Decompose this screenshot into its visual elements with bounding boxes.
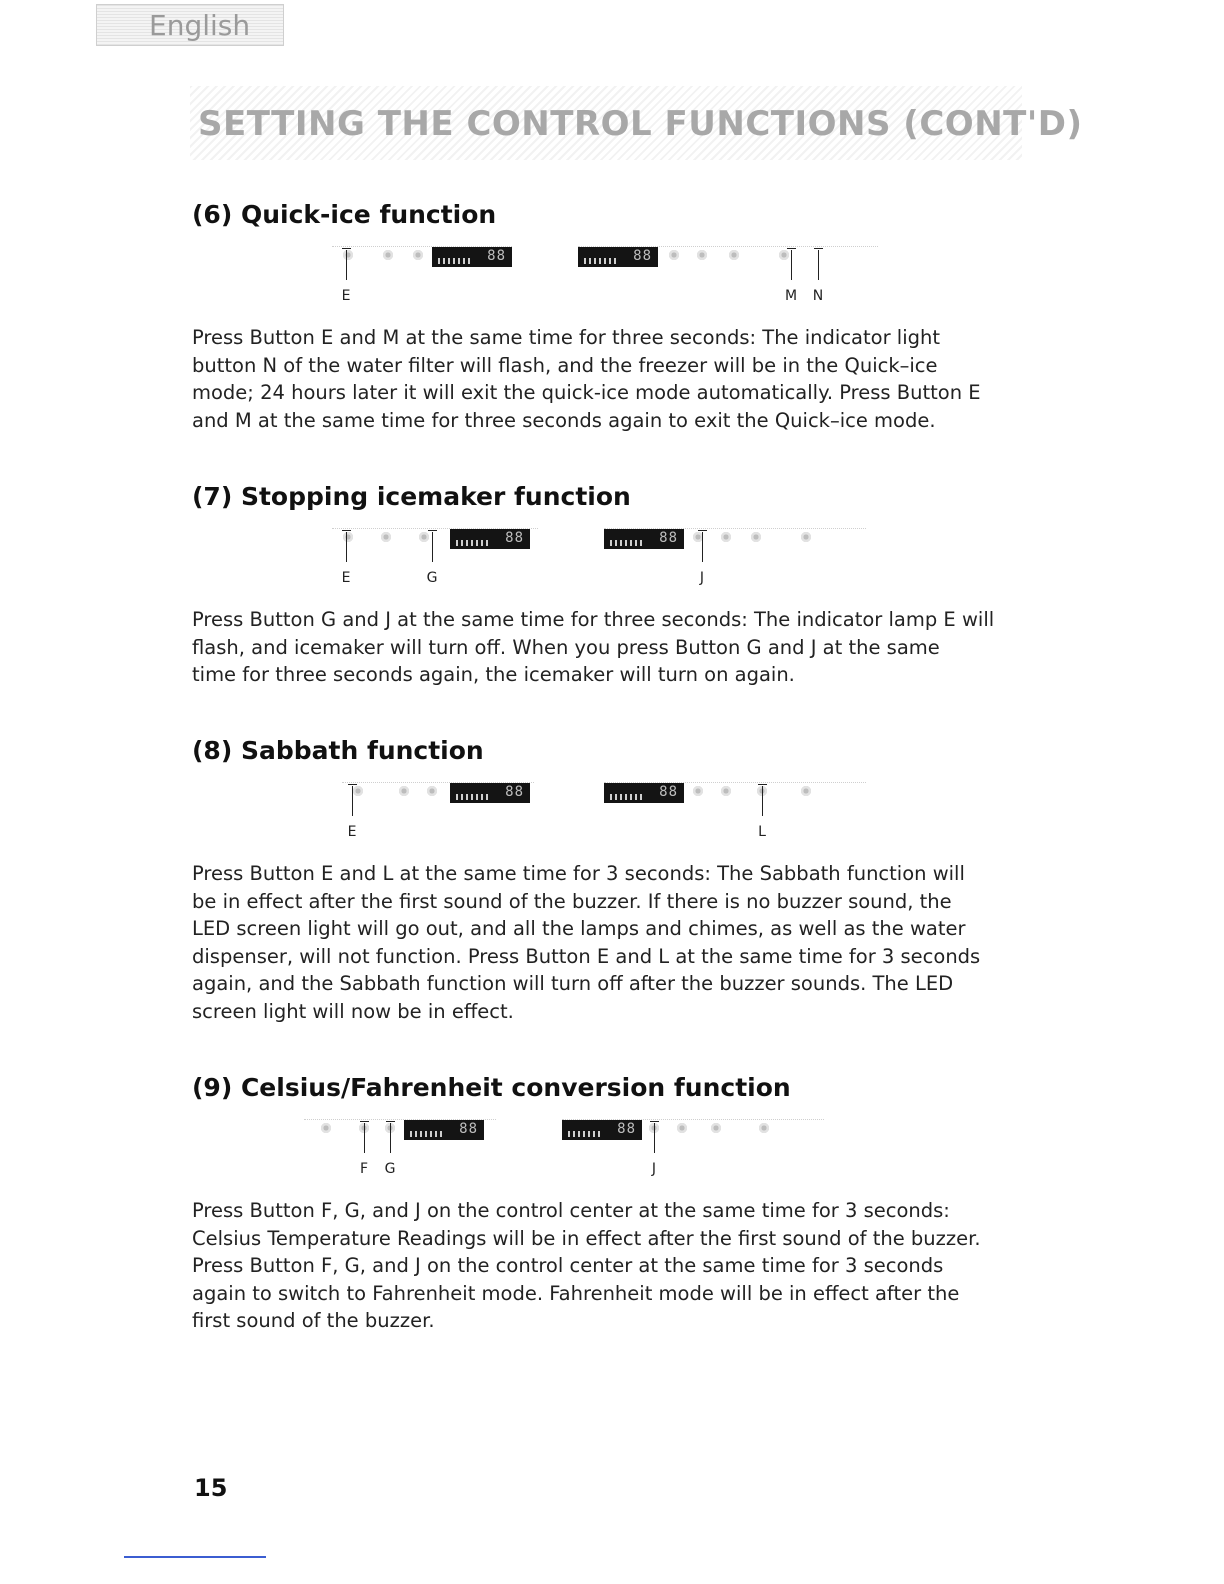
display-readout: 88 — [659, 784, 678, 800]
button-icon — [720, 531, 732, 543]
panel-strip-right — [604, 528, 866, 557]
body-line: button N of the water filter will flash, and the freezer will be in the Quick–ice — [192, 353, 938, 377]
display-readout: 88 — [617, 1121, 636, 1137]
button-icon — [676, 1122, 688, 1134]
section-title: (9) Celsius/Fahrenheit conversion function — [192, 1073, 791, 1102]
display-readout: 88 — [505, 530, 524, 546]
callout-line-g — [432, 532, 433, 562]
body-line: again to switch to Fahrenheit mode. Fahrenheit mode will be in effect after the — [192, 1281, 960, 1305]
button-icon — [720, 785, 732, 797]
button-icon — [750, 531, 762, 543]
button-icon — [398, 785, 410, 797]
body-line: Press Button F, G, and J on the control center at the same time for 3 seconds — [192, 1254, 944, 1277]
led-display — [604, 529, 684, 549]
callout-line-g — [390, 1123, 391, 1153]
section-body — [192, 1197, 1032, 1335]
display-readout: 88 — [659, 530, 678, 546]
body-line: Celsius Temperature Readings will be in effect after the first sound of the buzzer. — [192, 1226, 981, 1250]
section-body — [192, 860, 1032, 1025]
panel-strip-left — [332, 528, 538, 557]
display-readout: 88 — [487, 248, 506, 264]
body-line: screen light will now be in effect. — [192, 999, 514, 1023]
label-g: G — [384, 1161, 396, 1177]
body-line: again, and the Sabbath function will turn off after the buzzer sounds. The LED — [192, 972, 954, 995]
callout-line-j — [702, 532, 703, 562]
control-panel-diagram — [192, 782, 1032, 862]
control-panel-diagram — [192, 246, 1032, 326]
callout-line-f — [364, 1123, 365, 1153]
label-j: J — [651, 1161, 657, 1177]
body-line: Press Button E and L at the same time for 3 seconds: The Sabbath function will — [192, 862, 965, 885]
body-line: and M at the same time for three seconds again to exit the Quick–ice mode. — [192, 408, 936, 432]
label-j: J — [699, 570, 705, 586]
button-icon — [380, 531, 392, 543]
button-icon — [800, 785, 812, 797]
panel-strip-right — [562, 1119, 824, 1148]
led-display — [578, 247, 658, 267]
led-display — [604, 783, 684, 803]
button-icon — [426, 785, 438, 797]
button-icon — [692, 785, 704, 797]
button-icon — [352, 785, 364, 797]
body-line: mode; 24 hours later it will exit the quick-ice mode automatically. Press Button E — [192, 381, 981, 404]
body-line: Press Button F, G, and J on the control center at the same time for 3 seconds: — [192, 1199, 950, 1222]
button-icon — [412, 249, 424, 261]
display-readout: 88 — [459, 1121, 478, 1137]
body-line: time for three seconds again, the icemaker will turn on again. — [192, 663, 795, 686]
led-display — [450, 529, 530, 549]
button-icon — [800, 531, 812, 543]
label-f: F — [359, 1161, 369, 1177]
section-title: (7) Stopping icemaker function — [192, 482, 631, 511]
panel-strip-right — [578, 246, 878, 275]
body-line: be in effect after the first sound of the buzzer. If there is no buzzer sound, the — [192, 889, 952, 913]
button-icon — [696, 249, 708, 261]
label-n: N — [812, 288, 824, 304]
label-l: L — [758, 824, 766, 840]
button-icon — [758, 1122, 770, 1134]
body-line: flash, and icemaker will turn off. When you press Button G and J at the same — [192, 635, 940, 659]
button-icon — [778, 249, 790, 261]
panel-strip-left — [342, 782, 534, 811]
button-icon — [342, 531, 354, 543]
section-title: (8) Sabbath function — [192, 736, 484, 765]
panel-strip-left — [304, 1119, 496, 1148]
body-line: Press Button E and M at the same time for three seconds: The indicator light — [192, 326, 940, 349]
button-icon — [728, 249, 740, 261]
footer-rule — [124, 1556, 266, 1558]
led-display — [404, 1120, 484, 1140]
label-e: E — [341, 570, 351, 586]
display-readout: 88 — [505, 784, 524, 800]
callout-line-j — [654, 1123, 655, 1153]
section-body — [192, 606, 1032, 689]
section-title: (6) Quick-ice function — [192, 200, 497, 229]
body-line: Press Button G and J at the same time for three seconds: The indicator lamp E will — [192, 608, 995, 631]
body-line: dispenser, will not function. Press Button E and L at the same time for 3 seconds — [192, 944, 981, 968]
page-number: 15 — [194, 1474, 228, 1502]
button-icon — [668, 249, 680, 261]
label-g: G — [426, 570, 438, 586]
callout-line-n — [818, 250, 819, 280]
body-line: first sound of the buzzer. — [192, 1309, 435, 1332]
display-readout: 88 — [633, 248, 652, 264]
button-icon — [710, 1122, 722, 1134]
language-tab — [96, 4, 284, 46]
language-label: English — [149, 9, 251, 42]
callout-line-l — [762, 786, 763, 816]
button-icon — [382, 249, 394, 261]
label-e: E — [341, 288, 351, 304]
control-panel-diagram — [192, 528, 1032, 608]
label-e: E — [347, 824, 357, 840]
callout-line-e — [352, 786, 353, 816]
panel-strip-left — [332, 246, 512, 275]
body-line: LED screen light will go out, and all the lamps and chimes, as well as the water — [192, 917, 966, 940]
panel-strip-right — [604, 782, 866, 811]
control-panel-diagram — [192, 1119, 1032, 1199]
led-display — [562, 1120, 642, 1140]
callout-line-m — [791, 250, 792, 280]
section-banner — [190, 86, 1083, 160]
led-display — [432, 247, 512, 267]
callout-line-e — [346, 250, 347, 280]
label-m: M — [784, 288, 798, 304]
button-icon — [342, 249, 354, 261]
button-icon — [320, 1122, 332, 1134]
button-icon — [418, 531, 430, 543]
section-body — [192, 324, 1032, 434]
led-display — [450, 783, 530, 803]
callout-line-e — [346, 532, 347, 562]
banner-title: SETTING THE CONTROL FUNCTIONS (CONT'D) — [198, 104, 1083, 144]
